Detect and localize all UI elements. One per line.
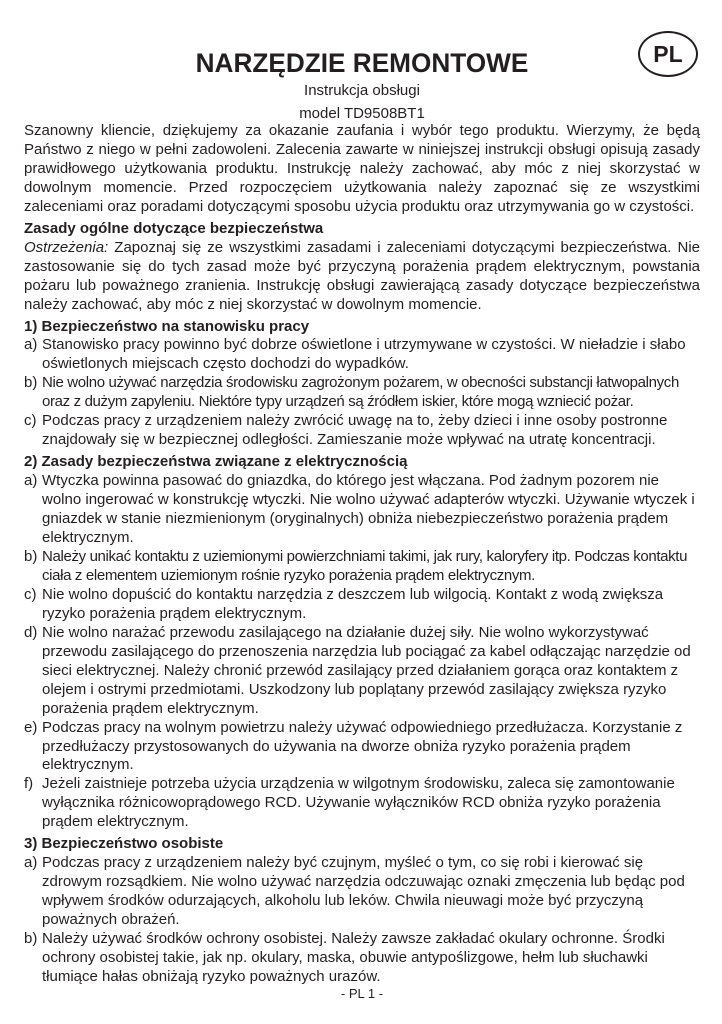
page-number: - PL 1 - [340, 986, 384, 1001]
section-1-heading: 1) Bezpieczeństwo na stanowisku pracy [24, 317, 310, 335]
item-text: Nie wolno dopuścić do kontaktu narzędzia z deszczem lub wilgocią. Kontakt z wodą zwiększa ryzyko porażenia prądem elektrycznym. [42, 585, 664, 622]
list-item [24, 586, 700, 624]
item-label: b) [24, 374, 38, 392]
item-label: b) [24, 547, 38, 565]
item-text: Stanowisko pracy powinno być dobrze oświetlone i utrzymywane w czystości. W nieładzie i słabo oświetlonych miejscach często dochodzi do wypadków. [42, 336, 686, 373]
item-text: Podczas pracy na wolnym powietrzu należy używać odpowiedniego przedłużacza. Korzystanie z przedłużaczy przystosowanych do używania na dworze obniża ryzyko porażenia prądem elektrycznym. [42, 718, 683, 774]
item-text: Należy unikać kontaktu z uziemionymi powierzchniami takimi, jak rury, kaloryfery itp. Podczas kontaktu ciała z elementem uziemionym rośnie ryzyko porażenia prądem elektrycznym. [42, 547, 688, 584]
list-item [24, 854, 700, 930]
item-text: Nie wolno narażać przewodu zasilającego na działanie dużej siły. Nie wolno wykorzystywać przewodu zasilającego do przenoszenia narzędzia lub pociągać za kabel odłączając narzędzie od sieci elektrycznej. Należy chronić przewód zasilający przed działaniem gorąca oraz kontaktem z olejem i ostrymi przedmiotami. Uszkodzony lub poplątany przewód zasilający zwiększa ryzyko porażenia prądem elektrycznym. [42, 623, 691, 717]
item-label: d) [24, 623, 38, 641]
item-label: b) [24, 930, 38, 948]
list-item [24, 624, 700, 719]
item-label: a) [24, 472, 38, 490]
page-subtitle: Instrukcja obsługi [304, 82, 420, 99]
page-title: NARZĘDZIE REMONTOWE [195, 48, 529, 78]
model-number: model TD9508BT1 [299, 105, 425, 122]
list-item [24, 336, 700, 374]
document-body [24, 122, 700, 987]
list-item [24, 472, 700, 548]
section-3-heading: 3) Bezpieczeństwo osobiste [24, 835, 224, 853]
item-text: Podczas pracy z urządzeniem należy zwrócić uwagę na to, żeby dzieci i inne osoby postronne znajdowały się w bezpiecznej odległości. Zamieszanie może wpływać na utratę koncentracji. [42, 412, 668, 449]
list-item [24, 719, 700, 776]
warning-paragraph [24, 239, 700, 315]
list-item [24, 412, 700, 450]
item-label: e) [24, 718, 38, 736]
intro-paragraph: Szanowny kliencie, dziękujemy za okazanie zaufania i wybór tego produktu. Wierzymy, że będą Państwo z niego w pełni zadowoleni. Zalecenia zawarte w niniejszej instrukcji obsługi opisują zasady prawidłowego użytkowania produktu. Instrukcję należy zachować, aby móc z niej skorzystać w dowolnym momencie. Przed rozpoczęciem użytkowania należy zapoznać się ze wszystkimi zaleceniami oraz poradami dotyczącymi sposobu użycia produktu oraz utrzymywania go w czystości. [24, 122, 700, 215]
warning-text: Zapoznaj się ze wszystkimi zasadami i zaleceniami dotyczącymi bezpieczeństwa. Nie zastosowanie się do tych zasad może być przyczyną porażenia prądem elektrycznym, powstania pożaru lub poważnego zranienia. Instrukcję obsługi zawierającą zasady dotyczące bezpieczeństwa należy zachować, aby móc z niej skorzystać w dowolnym momencie. [24, 238, 700, 313]
item-label: a) [24, 854, 38, 872]
item-text: Wtyczka powinna pasować do gniazdka, do którego jest włączana. Pod żadnym pozorem nie wolno ingerować w konstrukcję wtyczki. Nie wolno używać adapterów wtyczki. Używanie wtyczek i gniazdek w stanie niezmienionym (oryginalnych) obniża niebezpieczeństwo porażenia prądem elektrycznym. [42, 472, 695, 547]
list-item [24, 548, 700, 586]
list-item [24, 930, 700, 987]
item-label: f) [24, 775, 34, 793]
item-text: Podczas pracy z urządzeniem należy być czujnym, myśleć o tym, co się robi i kierować się zdrowym rozsądkiem. Nie wolno używać narzędzia odczuwając oznaki zmęczenia lub będąc pod wpływem środków odurzających, alkoholu lub leków. Chwila nieuwagi może być przyczyną poważnych obrażeń. [42, 854, 685, 929]
item-label: c) [24, 412, 37, 430]
general-heading: Zasady ogólne dotyczące bezpieczeństwa [24, 219, 324, 237]
item-text: Jeżeli zaistnieje potrzeba użycia urządzenia w wilgotnym środowisku, zaleca się zamontowanie wyłącznika różnicowoprądowego RCD. Używanie wyłączników RCD obniża ryzyko porażenia prądem elektrycznym. [42, 775, 675, 831]
section-2-heading: 2) Zasady bezpieczeństwa związane z elektrycznością [24, 453, 408, 471]
item-label: a) [24, 336, 38, 354]
list-item [24, 374, 700, 412]
item-label: c) [24, 585, 37, 603]
item-text: Nie wolno używać narzędzia środowisku zagrożonym pożarem, w obecności substancji łatwopalnych oraz z dużym zapyleniu. Niektóre typy urządzeń są źródłem iskier, które mogą wzniecić pożar. [42, 374, 679, 411]
warning-label: Ostrzeżenia: [24, 238, 109, 256]
item-text: Należy używać środków ochrony osobistej. Należy zawsze zakładać okulary ochronne. Środki ochrony osobistej takie, jak np. okulary, maska, obuwie antypoślizgowe, hełm lub słuchawki tłumiące hałas obniżają ryzyko poważnych urazów. [42, 930, 665, 985]
list-item [24, 775, 700, 832]
language-badge: PL [638, 31, 698, 77]
